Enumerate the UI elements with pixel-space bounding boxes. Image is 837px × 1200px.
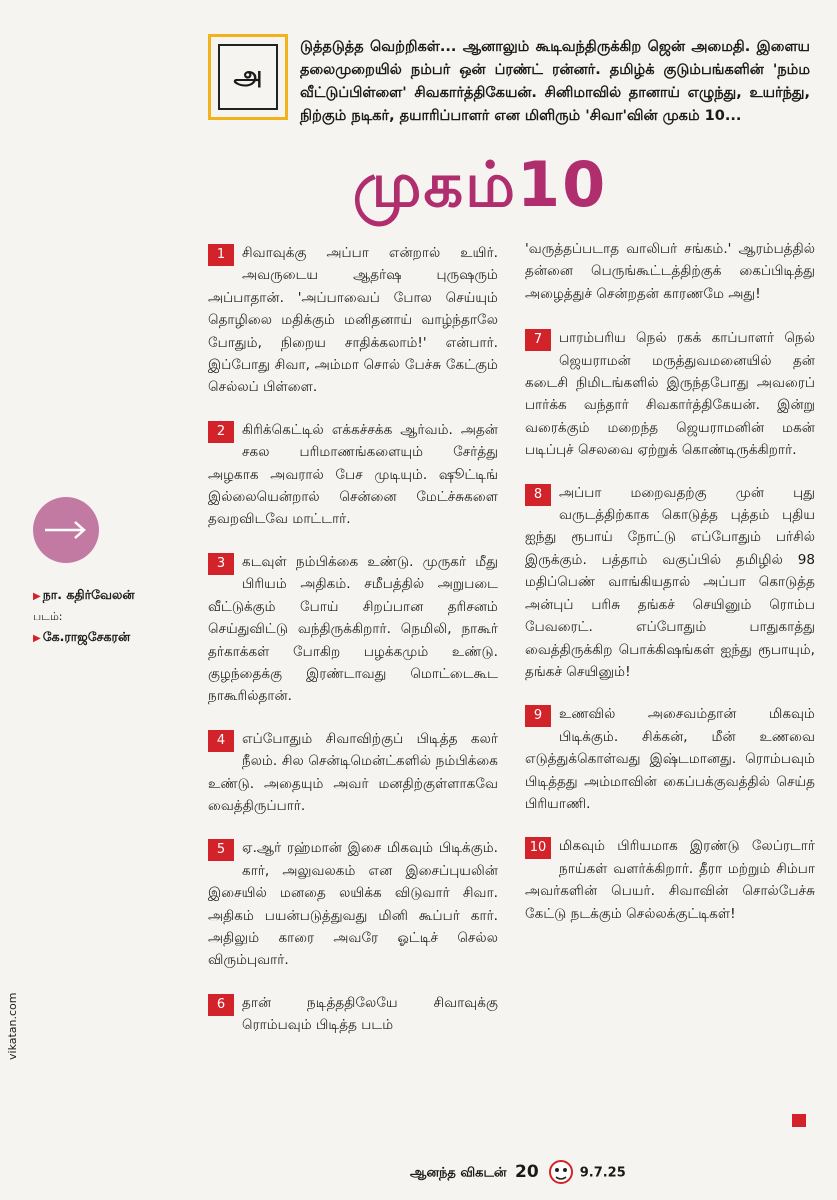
item-number: 7	[525, 329, 551, 351]
item-number: 3	[208, 553, 234, 575]
item-number: 1	[208, 244, 234, 266]
list-item	[525, 835, 815, 925]
page-footer	[410, 1158, 626, 1188]
page-number: 20	[514, 1161, 539, 1182]
list-item	[208, 728, 498, 818]
item-text: அப்பா மறைவதற்கு முன் புது வருடத்திற்காக கொடுத்த புத்தம் புதிய ஐந்து ரூபாய் நோட்டு எப்போதும் பர்சில் இருக்கும். பத்தாம் வகுப்பில் தமிழில் 98 மதிப்பெண் வாங்கியதால் அப்பா கொடுத்த அன்புப் பரிசு தங்கச் செயினும் ரொம்ப பேவரைட். எப்போதும் பாதுகாத்து வைத்திருக்கிற பொக்கிஷங்கள் ஐந்து ரூபாயும், தங்கச் செயினும்!	[525, 484, 815, 680]
photo-label: படம்:	[33, 610, 63, 623]
photographer-name: கே.ராஜசேகரன்	[42, 629, 131, 644]
item-continuation: 'வருத்தப்படாத வாலிபர் சங்கம்.' ஆரம்பத்தில் தன்னை பெருங்கூட்டத்திற்குக் கைப்பிடித்து அழைத்துச் சென்றதன் காரணமே அது!	[525, 241, 815, 302]
item-number: 9	[525, 705, 551, 727]
list-item	[208, 419, 498, 531]
item-number: 8	[525, 484, 551, 506]
mascot-icon	[547, 1158, 575, 1188]
issue-date: 9.7.25	[579, 1165, 626, 1181]
bullet-arrow-icon: ▶	[33, 633, 41, 644]
item-number: 2	[208, 421, 234, 443]
list-item	[525, 482, 815, 684]
credits	[33, 585, 134, 649]
list-item	[525, 703, 815, 815]
item-text: ஏ.ஆர் ரஹ்மான் இசை மிகவும் பிடிக்கும். கார், அலுவலகம் என இசைப்புயலின் இசையில் மனதை லயிக்க விடுவார் சிவா. அதிகம் பயன்படுத்துவது மினி கூப்பர் கார். அதிலும் காரை அவரே ஓட்டிச் செல்ல விரும்புவார்.	[208, 840, 498, 969]
list-item	[208, 992, 498, 1037]
list-item	[525, 327, 815, 461]
list-item	[208, 551, 498, 708]
item-number: 6	[208, 994, 234, 1016]
list-item	[208, 837, 498, 971]
page-title: முகம்10	[352, 148, 608, 221]
item-text: தான் நடித்ததிலேயே சிவாவுக்கு ரொம்பவும் பிடித்த படம்	[242, 994, 498, 1034]
right-column	[525, 242, 815, 945]
dropcap-letter: அ	[218, 44, 278, 110]
item-text: எப்போதும் சிவாவிற்குப் பிடித்த கலர் நீலம். சில சென்டிமென்ட்களில் நம்பிக்கை உண்டு. அதையும் அவர் மனதிற்குள்ளாகவே வைத்திருப்பார்.	[208, 730, 498, 814]
list-item	[208, 242, 498, 399]
author-name: நா. கதிர்வேலன்	[42, 587, 135, 602]
item-text: கிரிக்கெட்டில் எக்கச்சக்க ஆர்வம். அதன் சகல பரிமாணங்களையும் சேர்த்து அழகாக அவரால் பேச முடியும். ஷூட்டிங் இல்லையென்றால் சென்னை மேட்ச்சுகளை தவறவிடவே மாட்டார்.	[208, 421, 498, 528]
dropcap-frame	[208, 34, 288, 120]
item-text: மிகவும் பிரியமாக இரண்டு லேப்ரடார் நாய்கள் வளர்க்கிறார். தீரா மற்றும் சிம்பா அவர்களின் பெயர். சிவாவின் சொல்பேச்சு கேட்டு நடக்கும் செல்லக்குட்டிகள்!	[525, 838, 815, 922]
item-number: 4	[208, 730, 234, 752]
end-mark-icon	[792, 1114, 806, 1127]
bullet-arrow-icon: ▶	[33, 591, 41, 602]
item-number: 5	[208, 839, 234, 861]
item-text: உணவில் அசைவம்தான் மிகவும் பிடிக்கும். சிக்கன், மீன் உணவை எடுத்துக்கொள்வது இஷ்டமானது. ரொம்பவும் பிடித்தது அம்மாவின் கைப்பக்குவத்தில் செய்த பிரியாணி.	[525, 706, 815, 812]
item-text: சிவாவுக்கு அப்பா என்றால் உயிர். அவருடைய ஆதர்ஷ புருஷரும் அப்பாதான். 'அப்பாவைப் போல செய்யும் தொழிலை மதிக்கும் மனிதனாய் வாழ்ந்தாலே போதும், நிறைய சாதிக்கலாம்!' என்பார். இப்போது சிவா, அம்மா சொல் பேச்சு கேட்கும் செல்லப் பிள்ளை.	[208, 245, 498, 396]
site-url: vikatan.com	[6, 992, 19, 1060]
item-number: 10	[525, 837, 551, 859]
arrow-right-icon	[43, 517, 89, 543]
left-column	[208, 242, 498, 1057]
item-text: கடவுள் நம்பிக்கை உண்டு. முருகர் மீது பிரியம் அதிகம். சமீபத்தில் அறுபடை வீட்டுக்கும் போய் சிறப்பான தரிசனம் செய்துவிட்டு வந்திருக்கிறார். நெமிலி, நாகூர் தர்காக்கள் போகிற பழக்கமும் உண்டு. குழந்தைக்கு இரண்டாவது மொட்டைகூட நாகூரில்தான்.	[208, 553, 498, 705]
intro-paragraph: டுத்தடுத்த வெற்றிகள்... ஆனாலும் கூடிவந்திருக்கிற ஜென் அமைதி. இளைய தலைமுறையில் நம்பர் ஒன் ப்ரண்ட் ரன்னர். தமிழ்க் குடும்பங்களின் 'நம்ம வீட்டுப்பிள்ளை' சிவகார்த்திகேயன். சினிமாவில் தானாய் எழுந்து, உயர்ந்து, நிற்கும் நடிகர், தயாரிப்பாளர் என மிளிரும் 'சிவா'வின் முகம் 10...	[300, 39, 810, 124]
magazine-name: ஆனந்த விகடன்	[410, 1165, 507, 1181]
arrow-circle-icon	[33, 497, 99, 563]
item-text: பாரம்பரிய நெல் ரகக் காப்பாளர் நெல் ஜெயராமன் மருத்துவமனையில் தன் கடைசி நிமிடங்களில் இருந்தபோது அவரைப் பார்க்க வந்தார் சிவகார்த்திகேயன். இன்று வரைக்கும் மறைந்த ஜெயராமனின் மகன் படிப்புச் செலவை ஏற்றுக் கொண்டிருக்கிறார்.	[525, 330, 815, 459]
